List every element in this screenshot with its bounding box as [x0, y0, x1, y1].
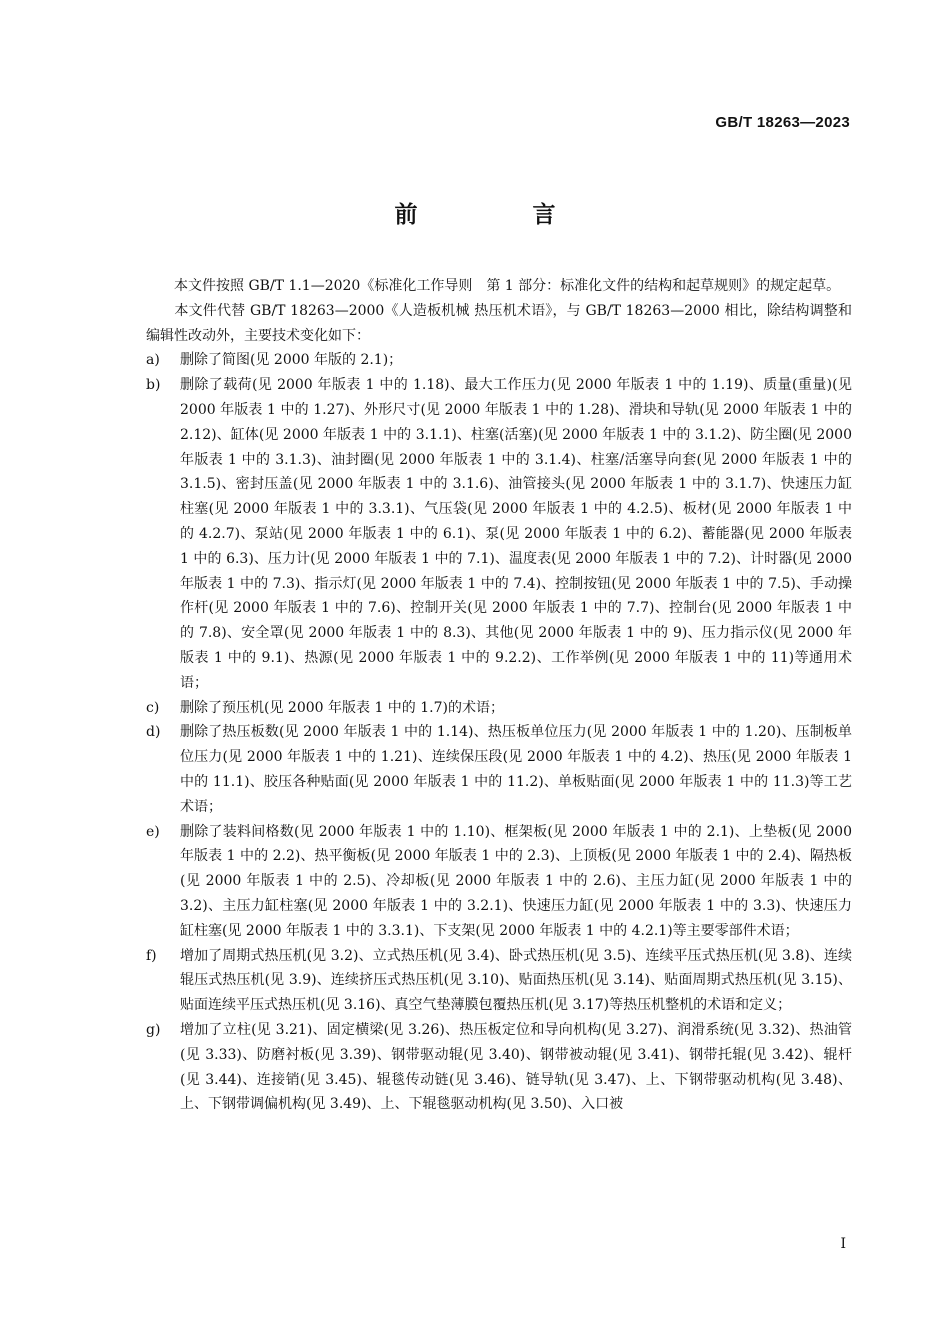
- list-item-label: d): [146, 724, 161, 741]
- list-item-label: a): [146, 352, 160, 369]
- intro-paragraph-2: 本文件代替 GB/T 18263—2000《人造板机械 热压机术语》，与 GB/T 18263—2000 相比，除结构调整和编辑性改动外，主要技术变化如下：: [146, 302, 852, 344]
- list-item-text: 删除了装料间格数(见 2000 年版表 1 中的 1.10)、框架板(见 2000 年版表 1 中的 2.1)、上垫板(见 2000 年版表 1 中的 2.2)、热平衡板(见 2000 年版表 1 中的 2.3)、上顶板(见 2000 年版表 1 中的 2.4)、隔热板(见 2000 年版表 1 中的 2.5)、冷却板(见 2000 年版表 1 中的 2.6)、主压力缸(见 2000 年版表 1 中的 3.2)、主压力缸柱塞(见 2000 年版表 1 中的 3.2.1)、快速压力缸(见 2000 年版表 1 中的 3.3)、快速压力缸柱塞(见 2000 年版表 1 中的 3.3.1)、下支架(见 2000 年版表 1 中的 4.2.1)等主要零部件术语；: [180, 823, 852, 939]
- list-item: [146, 696, 852, 721]
- list-item-label: e): [146, 823, 160, 840]
- list-item: [146, 1018, 852, 1117]
- document-body: [146, 274, 852, 1117]
- standard-code: GB/T 18263—2023: [715, 114, 850, 131]
- list-item: [146, 373, 852, 695]
- page-number: I: [840, 1236, 846, 1252]
- list-item-label: f): [146, 947, 157, 964]
- list-item-text: 增加了立柱(见 3.21)、固定横梁(见 3.26)、热压板定位和导向机构(见 3.27)、润滑系统(见 3.32)、热油管(见 3.33)、防磨衬板(见 3.39)、钢带驱动辊(见 3.40)、钢带被动辊(见 3.41)、钢带托辊(见 3.42)、辊杆(见 3.44)、连接销(见 3.45)、辊毯传动链(见 3.46)、链导轨(见 3.47)、上、下钢带驱动机构(见 3.48)、上、下钢带调偏机构(见 3.49)、上、下辊毯驱动机构(见 3.50)、入口被: [180, 1021, 852, 1113]
- list-item-text: 删除了简图(见 2000 年版的 2.1)；: [180, 352, 403, 369]
- list-item: [146, 348, 852, 373]
- list-item-label: b): [146, 377, 161, 394]
- page-title: 前 言: [394, 201, 602, 228]
- list-item: [146, 944, 852, 1018]
- intro-paragraph-1: 本文件按照 GB/T 1.1—2020《标准化工作导则 第 1 部分：标准化文件的结构和起草规则》的规定起草。: [174, 278, 841, 294]
- list-item-text: 删除了载荷(见 2000 年版表 1 中的 1.18)、最大工作压力(见 2000 年版表 1 中的 1.19)、质量(重量)(见 2000 年版表 1 中的 1.27)、外形尺寸(见 2000 年版表 1 中的 1.28)、滑块和导轨(见 2000 年版表 1 中的 2.12)、缸体(见 2000 年版表 1 中的 3.1.1)、柱塞(活塞)(见 2000 年版表 1 中的 3.1.2)、防尘圈(见 2000 年版表 1 中的 3.1.3)、油封圈(见 2000 年版表 1 中的 3.1.4)、柱塞/活塞导向套(见 2000 年版表 1 中的 3.1.5)、密封压盖(见 2000 年版表 1 中的 3.1.6)、油管接头(见 2000 年版表 1 中的 3.1.7)、快速压力缸柱塞(见 2000 年版表 1 中的 3.3.1)、气压袋(见 2000 年版表 1 中的 4.2.5)、板材(见 2000 年版表 1 中的 4.2.7)、泵站(见 2000 年版表 1 中的 6.1)、泵(见 2000 年版表 1 中的 6.2)、蓄能器(见 2000 年版表 1 中的 6.3)、压力计(见 2000 年版表 1 中的 7.1)、温度表(见 2000 年版表 1 中的 7.2)、计时器(见 2000 年版表 1 中的 7.3)、指示灯(见 2000 年版表 1 中的 7.4)、控制按钮(见 2000 年版表 1 中的 7.5)、手动操作杆(见 2000 年版表 1 中的 7.6)、控制开关(见 2000 年版表 1 中的 7.7)、控制台(见 2000 年版表 1 中的 7.8)、安全罩(见 2000 年版表 1 中的 8.3)、其他(见 2000 年版表 1 中的 9)、压力指示仪(见 2000 年版表 1 中的 9.1)、热源(见 2000 年版表 1 中的 9.2.2)、工作举例(见 2000 年版表 1 中的 11)等通用术语；: [180, 377, 852, 691]
- list-item: [146, 720, 852, 819]
- list-item-label: g): [146, 1021, 161, 1038]
- list-item: [146, 820, 852, 944]
- list-item-text: 删除了热压板数(见 2000 年版表 1 中的 1.14)、热压板单位压力(见 2000 年版表 1 中的 1.20)、压制板单位压力(见 2000 年版表 1 中的 1.21)、连续保压段(见 2000 年版表 1 中的 4.2)、热压(见 2000 年版表 1 中的 11.1)、胶压各种贴面(见 2000 年版表 1 中的 11.2)、单板贴面(见 2000 年版表 1 中的 11.3)等工艺术语；: [180, 724, 852, 815]
- list-item-text: 删除了预压机(见 2000 年版表 1 中的 1.7)的术语；: [180, 699, 504, 716]
- list-item-text: 增加了周期式热压机(见 3.2)、立式热压机(见 3.4)、卧式热压机(见 3.5)、连续平压式热压机(见 3.8)、连续辊压式热压机(见 3.9)、连续挤压式热压机(见 3.10)、贴面热压机(见 3.14)、贴面周期式热压机(见 3.15)、贴面连续平压式热压机(见 3.16)、真空气垫薄膜包覆热压机(见 3.17)等热压机整机的术语和定义；: [180, 947, 852, 1014]
- list-item-label: c): [146, 699, 160, 716]
